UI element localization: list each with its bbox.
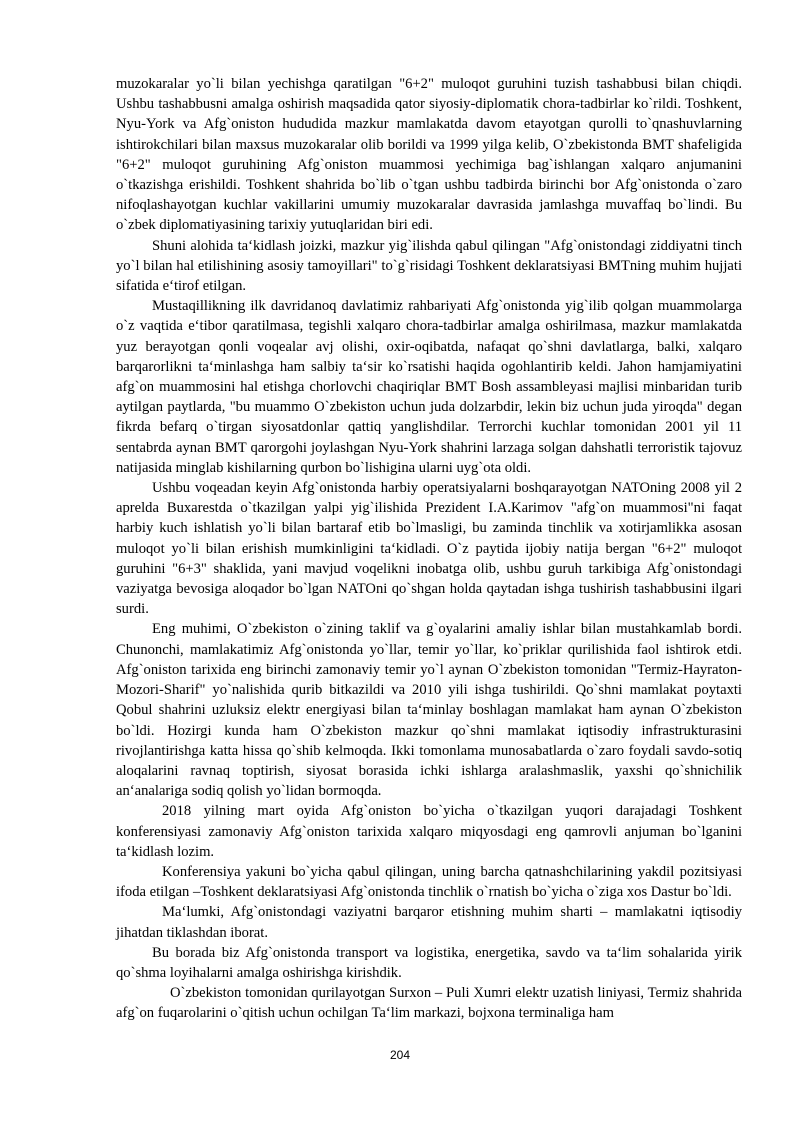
page-number: 204: [389, 1048, 411, 1062]
paragraph-4: Ushbu voqeadan keyin Afg`onistonda harbiy operatsiyalarni boshqarayotgan NATOning 2008 yil 2 aprelda Buxarestda o`tkazilgan yalpi yig`ilishida Prezident I.A.Karimov "afg`on muammosi"ni faqat harbiy kuch ishlatish yo`li bilan bartaraf etib bo`lmasligi, bu zaminda tinchlik va xotirjamlikka asosan muloqot yo`li bilan erishish mumkinligini ta‘kidladi. O`z paytida ijobiy natija bergan "6+2" muloqot guruhini "6+3" shaklida, yani mavjud voqelikni inobatga olib, ushbu guruh tarkibiga Afg`onistondagi vaziyatga bevosiga aloqador bo`lgan NATOni qo`shgan holda qaytadan ishga tushirish tashabbusini ilgari surdi.: [116, 480, 742, 618]
paragraph-1: muzokaralar yo`li bilan yechishga qaratilgan "6+2" muloqot guruhini tuzish tashabbusi bilan chiqdi. Ushbu tashabbusni amalga oshirish maqsadida qator siyosiy-diplomatik chora-tadbirlar ko`rildi. Toshkent, Nyu-York va Afg`oniston hududida mazkur mamlakatda davom etayotgan qurolli to`qnashuvlarning ishtirokchilari bilan maxsus muzokaralar olib borildi va 1999 yilga kelib, O`zbekistonda BMT shafeligida "6+2" muloqot guruhining Afg`oniston muammosi yechimiga bag`ishlangan xalqaro anjumanini o`tkazishga erishildi. Toshkent shahrida bo`lib o`tgan ushbu tadbirda birinchi bor Afg`onistonda o`zaro nifoqlashayotgan kuchlar vakillarini umumiy muzokaralar davrasida jamlashga muvaffaq bo`lindi. Bu o`zbek diplomatiyasining tarixiy yutuqlaridan biri edi.: [116, 76, 742, 234]
paragraph-3: Mustaqillikning ilk davridanoq davlatimiz rahbariyati Afg`onistonda yig`ilib qolgan muammolarga o`z vaqtida e‘tibor qaratilmasa, tegishli xalqaro chora-tadbirlar amalga oshirilmasa, mazkur mamlakatda yuz berayotgan qonli voqealar avj olishi, oxir-oqibatda, nafaqat qo`shni davlatlarga, balki, xalqaro barqarorlikni ta‘minlashga ham salbiy ta‘sir ko`rsatishi haqida ogohlantirib keldi. Jahon hamjamiyatini afg`on muammosini hal etishga chorlovchi chaqiriqlar BMT Bosh assambleyasi majlisi minbaridan turib aytilgan paytlarda, "bu muammo O`zbekiston uchun juda dolzarbdir, lekin biz uchun juda yiroqda" degan fikrda befarq o`tirgan siyosatdonlar qattiq yanglishdilar. Terrorchi kuchlar tomonidan 2001 yil 11 sentabrda aynan BMT qarorgohi joylashgan Nyu-York shahrini larzaga solgan dahshatli terroristik tajovuz natijasida minglab kishilarning qurbon bo`lishigina ularni uyg`ota oldi.: [116, 298, 742, 476]
paragraph-2: Shuni alohida ta‘kidlash joizki, mazkur yig`ilishda qabul qilingan "Afg`onistondagi ziddiyatni tinch yo`l bilan hal etilishining asosiy tamoyillari" to`g`risidagi Toshkent deklaratsiyasi BMTning muhim hujjati sifatida e‘tirof etilgan.: [116, 237, 742, 295]
paragraph-10: O`zbekiston tomonidan qurilayotgan Surxon – Puli Xumri elektr uzatish liniyasi, Termiz shahrida afg`on fuqarolarini o`qitish uchun ochilgan Ta‘lim markazi, bojxona terminaliga ham: [116, 985, 742, 1022]
paragraph-7: Konferensiya yakuni bo`yicha qabul qilingan, uning barcha qatnashchilarining yakdil pozitsiyasi ifoda etilgan –Toshkent deklaratsiyasi Afg`onistonda tinchlik o`rnatish bo`yicha o`ziga xos Dastur bo`ldi.: [116, 863, 742, 901]
paragraph-8: Ma‘lumki, Afg`onistondagi vaziyatni barqaror etishning muhim sharti – mamlakatni iqtisodiy jihatdan tiklashdan iborat.: [116, 904, 742, 941]
body-text: [116, 74, 742, 1024]
paragraph-9: Bu borada biz Afg`onistonda transport va logistika, energetika, savdo va ta‘lim sohalarida yirik qo`shma loyihalarni amalga oshirishga kirishdik.: [116, 944, 742, 981]
paragraph-5: Eng muhimi, O`zbekiston o`zining taklif va g`oyalarini amaliy ishlar bilan mustahkamlab bordi. Chunonchi, mamlakatimiz Afg`onistonda yo`llar, temir yo`llar, ko`priklar qurilishida faol ishtirok etdi. Afg`oniston tarixida eng birinchi zamonaviy temir yo`l aynan O`zbekiston tomonidan "Termiz-Hayraton-Mozori-Sharif" yo`nalishida qurib bitkazildi va 2010 yili ishga tushirildi. Qo`shni mamlakat poytaxti Qobul shahrini uzluksiz elektr energiyasi bilan ta‘minlay boshlagan mamlakat ham aynan O`zbekiston bo`ldi. Hozirgi kunda ham O`zbekiston mazkur qo`shni mamlakat iqtisodiy infrastrukturasini rivojlantirishga katta hissa qo`shib kelmoqda. Ikki tomonlama munosabatlarda o`zaro foydali savdo-sotiq aloqalarini ravnaq toptirish, siyosat borasida ichki ishlarga aralashmaslik, yaxshi qo`shnichilik an‘analariga sodiq qolish yo`lidan bormoqda.: [116, 621, 742, 800]
paragraph-6: 2018 yilning mart oyida Afg`oniston bo`yicha o`tkazilgan yuqori darajadagi Toshkent konferensiyasi zamonaviy Afg`oniston tarixida xalqaro miqyosdagi eng qamrovli anjuman bo`lganini ta‘kidlash lozim.: [116, 803, 742, 860]
